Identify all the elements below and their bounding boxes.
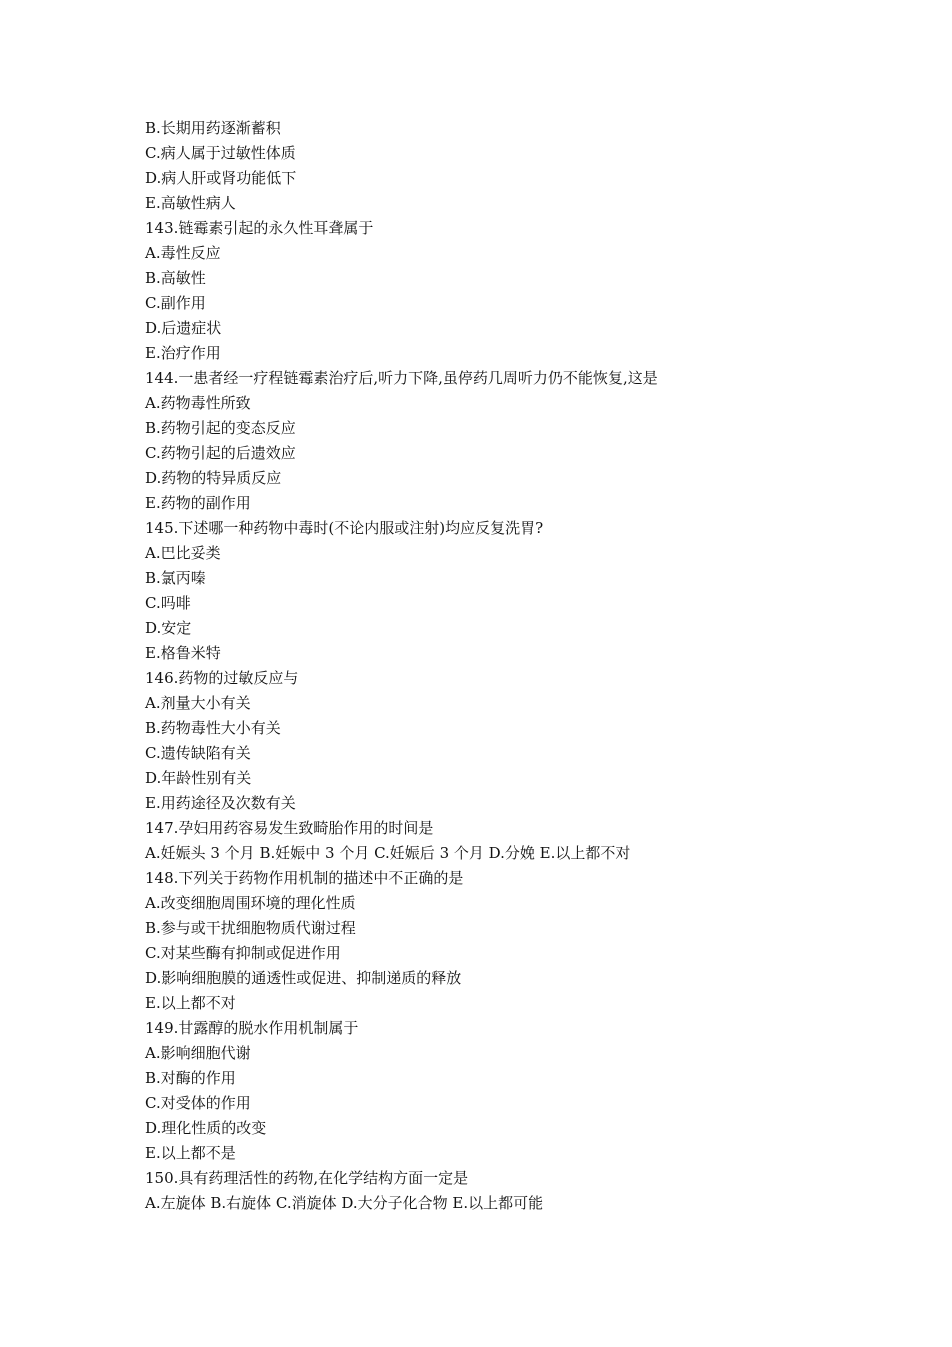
option-line: E.高敏性病人 xyxy=(145,194,236,212)
question-line: 145.下述哪一种药物中毒时(不论内服或注射)均应反复洗胃? xyxy=(145,519,544,537)
option-line: B.氯丙嗪 xyxy=(145,569,206,587)
option-line: B.高敏性 xyxy=(145,269,206,287)
option-line: D.药物的特异质反应 xyxy=(145,469,282,487)
option-line: B.药物毒性大小有关 xyxy=(145,719,281,737)
option-line: D.年龄性别有关 xyxy=(145,769,252,787)
option-line: C.对某些酶有抑制或促进作用 xyxy=(145,944,341,962)
option-line: E.格鲁米特 xyxy=(145,644,221,662)
option-line: B.药物引起的变态反应 xyxy=(145,419,296,437)
option-line: E.以上都不对 xyxy=(145,994,236,1012)
document-text xyxy=(145,116,865,1216)
option-line: A.改变细胞周围环境的理化性质 xyxy=(145,894,356,912)
option-line: E.以上都不是 xyxy=(145,1144,236,1162)
option-line: C.药物引起的后遗效应 xyxy=(145,444,296,462)
option-line: A.影响细胞代谢 xyxy=(145,1044,251,1062)
question-line: 147.孕妇用药容易发生致畸胎作用的时间是 xyxy=(145,819,434,837)
option-line: E.药物的副作用 xyxy=(145,494,251,512)
option-line: B.参与或干扰细胞物质代谢过程 xyxy=(145,919,356,937)
question-line: 148.下列关于药物作用机制的描述中不正确的是 xyxy=(145,869,464,887)
option-line: D.安定 xyxy=(145,619,192,637)
option-line: A.妊娠头 3 个月 B.妊娠中 3 个月 C.妊娠后 3 个月 D.分娩 E.以上都不对 xyxy=(145,844,631,862)
option-line: A.巴比妥类 xyxy=(145,544,221,562)
option-line: D.影响细胞膜的通透性或促进、抑制递质的释放 xyxy=(145,969,462,987)
option-line: D.病人肝或肾功能低下 xyxy=(145,169,297,187)
option-line: A.剂量大小有关 xyxy=(145,694,251,712)
option-line: C.病人属于过敏性体质 xyxy=(145,144,296,162)
option-line: A.左旋体 B.右旋体 C.消旋体 D.大分子化合物 E.以上都可能 xyxy=(145,1194,544,1212)
option-line: C.遗传缺陷有关 xyxy=(145,744,251,762)
option-line: A.毒性反应 xyxy=(145,244,221,262)
question-line: 146.药物的过敏反应与 xyxy=(145,669,299,687)
option-line: A.药物毒性所致 xyxy=(145,394,251,412)
option-line: B.对酶的作用 xyxy=(145,1069,236,1087)
option-line: C.对受体的作用 xyxy=(145,1094,251,1112)
option-line: C.副作用 xyxy=(145,294,206,312)
option-line: C.吗啡 xyxy=(145,594,191,612)
option-line: D.后遗症状 xyxy=(145,319,222,337)
option-line: E.用药途径及次数有关 xyxy=(145,794,296,812)
option-line: D.理化性质的改变 xyxy=(145,1119,267,1137)
question-line: 143.链霉素引起的永久性耳聋属于 xyxy=(145,219,374,237)
question-line: 150.具有药理活性的药物,在化学结构方面一定是 xyxy=(145,1169,469,1187)
option-line: B.长期用药逐渐蓄积 xyxy=(145,119,281,137)
question-line: 144.一患者经一疗程链霉素治疗后,听力下降,虽停药几周听力仍不能恢复,这是 xyxy=(145,369,658,387)
option-line: E.治疗作用 xyxy=(145,344,221,362)
question-line: 149.甘露醇的脱水作用机制属于 xyxy=(145,1019,359,1037)
